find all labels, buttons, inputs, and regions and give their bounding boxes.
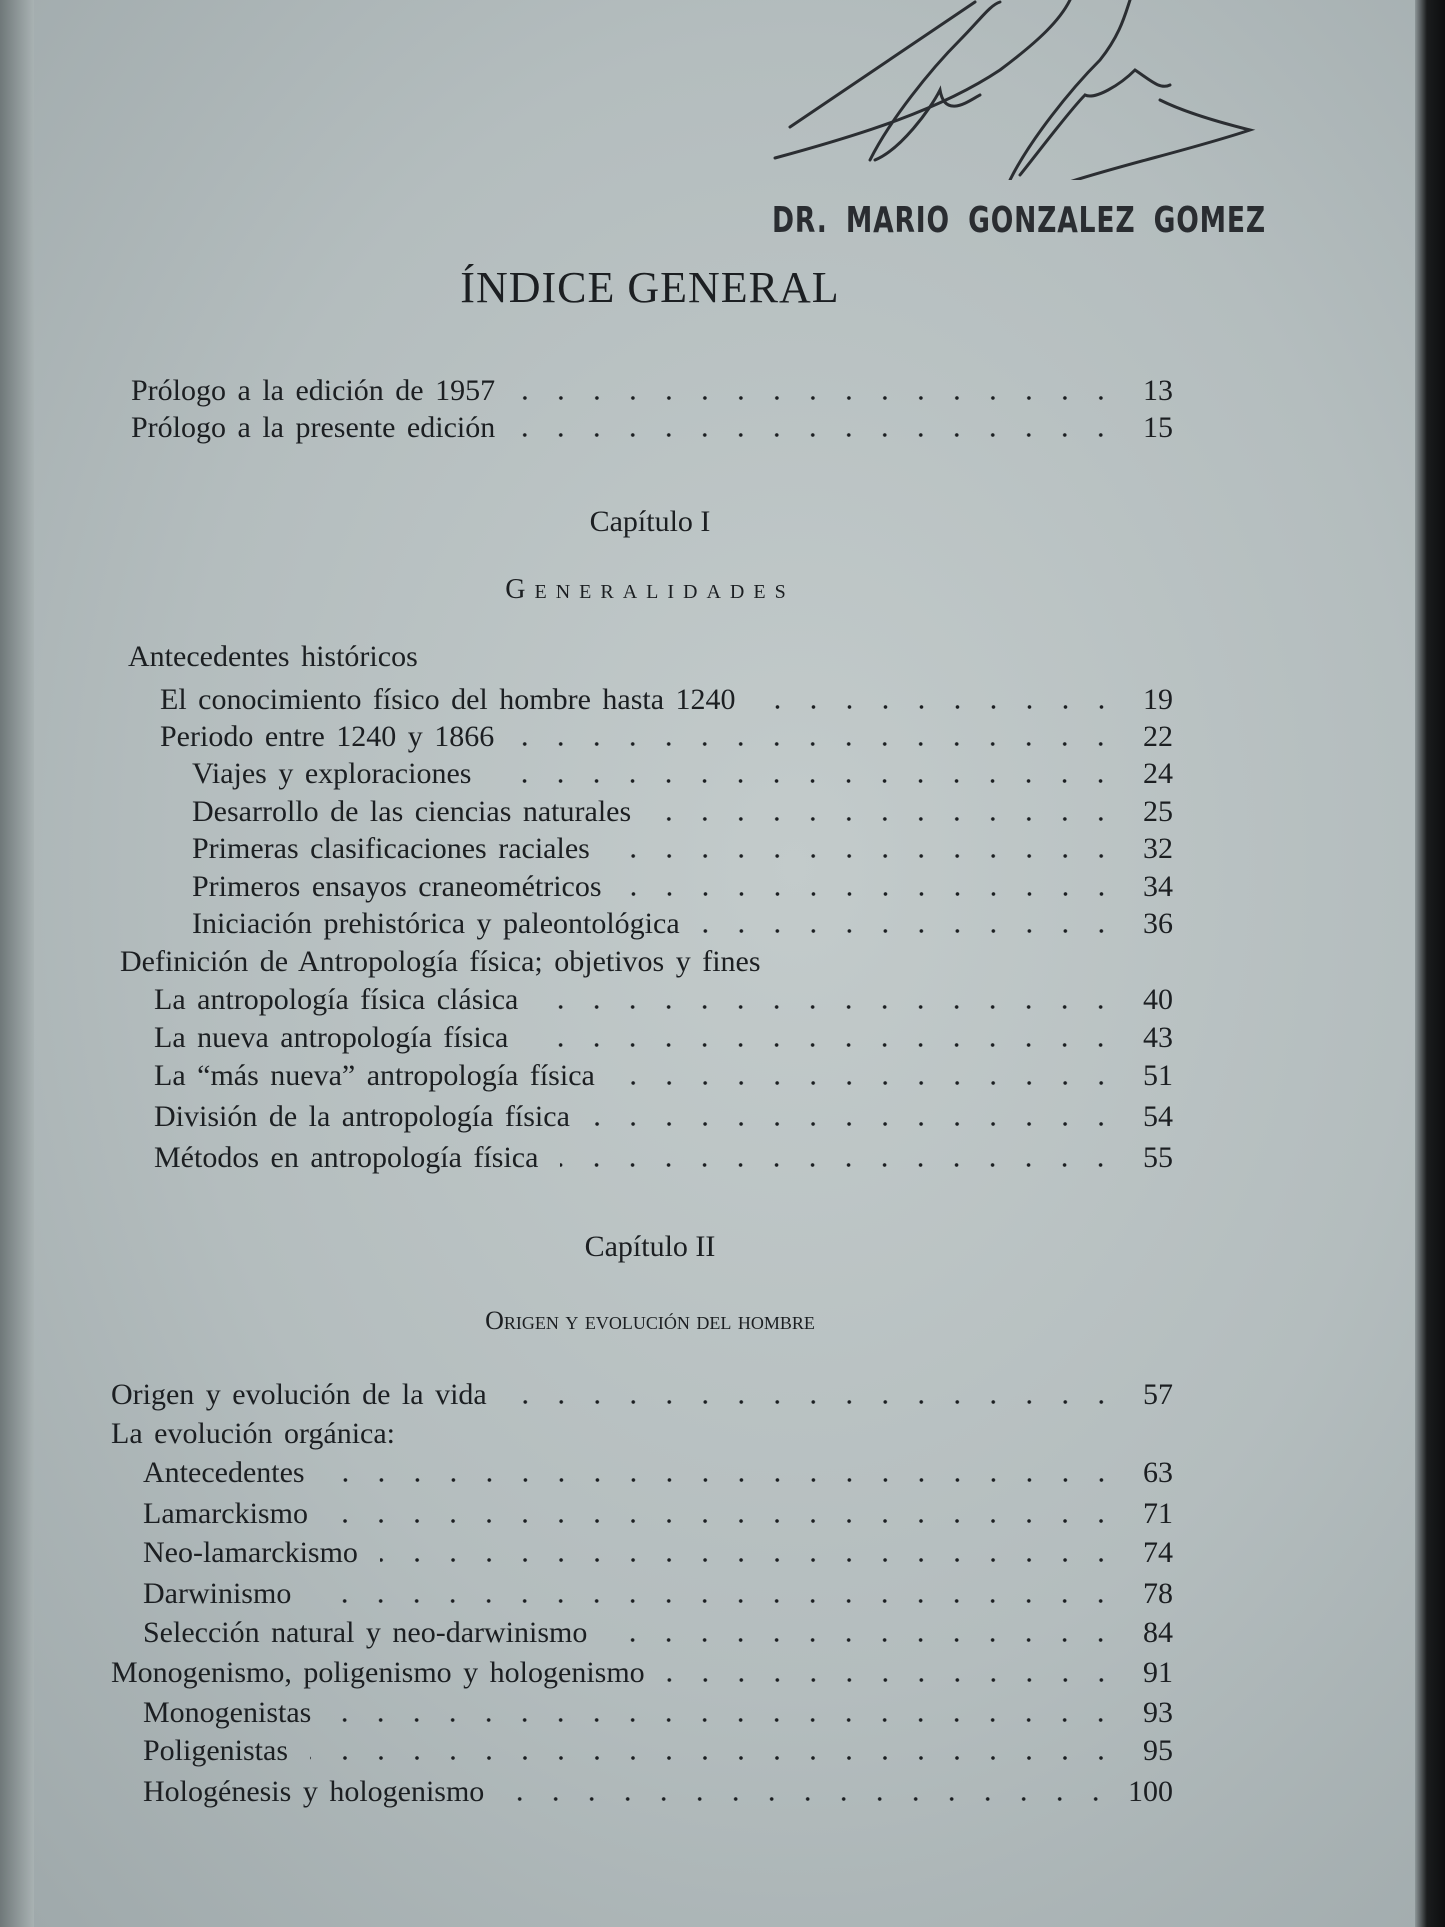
entry-title: La “más nueva” antropología física xyxy=(154,1059,595,1092)
entry-title: Selección natural y neo-darwinismo xyxy=(143,1616,588,1649)
toc-entry xyxy=(192,868,1173,906)
entry-page: 71 xyxy=(1143,1497,1173,1530)
entry-title: La nueva antropología física xyxy=(154,1021,509,1054)
toc-entry xyxy=(192,905,1173,943)
dot-leader xyxy=(517,396,1119,400)
dot-leader xyxy=(617,1081,1119,1085)
toc-entry xyxy=(154,1019,1173,1057)
dot-leader xyxy=(509,1400,1119,1404)
entry-page: 100 xyxy=(1128,1775,1173,1808)
entry-title: Monogenistas xyxy=(143,1696,312,1729)
entry-title: Viajes y exploraciones xyxy=(192,757,472,790)
chapter-title: Generalidades xyxy=(505,574,795,605)
dot-leader xyxy=(330,1519,1119,1523)
toc-entry xyxy=(143,1614,1173,1652)
dot-leader xyxy=(310,1756,1119,1760)
dot-leader xyxy=(506,1797,1114,1801)
toc-entry xyxy=(111,1415,1173,1453)
dot-leader xyxy=(517,433,1119,437)
entry-title: Darwinismo xyxy=(143,1577,292,1610)
entry-title: Iniciación prehistórica y paleontológica xyxy=(192,907,680,940)
dot-leader xyxy=(516,742,1119,746)
entry-page: 36 xyxy=(1143,907,1173,940)
toc-entry xyxy=(131,409,1173,447)
entry-page: 25 xyxy=(1143,795,1173,828)
chapter-label: Capítulo I xyxy=(589,505,711,538)
entry-page: 15 xyxy=(1143,411,1173,444)
dot-leader xyxy=(609,1638,1119,1642)
toc-entry xyxy=(154,1139,1173,1177)
entry-page: 84 xyxy=(1143,1616,1173,1649)
entry-page: 32 xyxy=(1143,832,1173,865)
entry-title: La evolución orgánica: xyxy=(111,1417,396,1450)
dot-leader xyxy=(493,779,1119,783)
owner-stamp: DR. MARIO GONZALEZ GOMEZ xyxy=(772,200,1266,241)
dot-leader xyxy=(560,1163,1119,1167)
entry-title: Lamarckismo xyxy=(143,1497,308,1530)
entry-page: 24 xyxy=(1143,757,1173,790)
toc-entry xyxy=(154,981,1173,1019)
entry-page: 95 xyxy=(1143,1734,1173,1767)
entry-page: 13 xyxy=(1143,374,1173,407)
entry-page: 34 xyxy=(1143,870,1173,903)
entry-title: Neo-lamarckismo xyxy=(143,1536,358,1569)
dot-leader xyxy=(624,892,1119,896)
entry-title: Origen y evolución de la vida xyxy=(111,1378,487,1411)
entry-title: Poligenistas xyxy=(143,1734,289,1767)
entry-title: División de la antropología física xyxy=(154,1100,570,1133)
entry-title: Antecedentes xyxy=(143,1456,305,1489)
toc-entry xyxy=(128,638,1173,676)
entry-page: 54 xyxy=(1143,1100,1173,1133)
dot-leader xyxy=(667,1678,1119,1682)
toc-entry xyxy=(143,1773,1173,1811)
toc-entry xyxy=(143,1694,1173,1732)
entry-title: Prólogo a la presente edición xyxy=(131,411,496,444)
toc-entry xyxy=(154,1057,1173,1095)
dot-leader xyxy=(758,705,1119,709)
page-title: ÍNDICE GENERAL xyxy=(460,263,840,312)
dot-leader xyxy=(592,1122,1119,1126)
entry-title: Antecedentes históricos xyxy=(128,640,418,673)
signature xyxy=(740,0,1360,180)
dot-leader xyxy=(327,1478,1119,1482)
entry-page: 51 xyxy=(1143,1059,1173,1092)
entry-page: 40 xyxy=(1143,983,1173,1016)
dot-leader xyxy=(313,1599,1119,1603)
entry-title: El conocimiento físico del hombre hasta 1240 xyxy=(160,683,736,716)
dot-leader xyxy=(612,854,1119,858)
chapter-title: Origen y evolución del hombre xyxy=(485,1306,815,1335)
dot-leader xyxy=(530,1043,1119,1047)
entry-title: Hologénesis y hologenismo xyxy=(143,1775,485,1808)
entry-title: Desarrollo de las ciencias naturales xyxy=(192,795,632,828)
entry-title: La antropología física clásica xyxy=(154,983,519,1016)
entry-page: 91 xyxy=(1143,1656,1173,1689)
toc-entry xyxy=(111,1376,1173,1414)
dot-leader xyxy=(380,1558,1119,1562)
dot-leader xyxy=(702,929,1119,933)
entry-page: 57 xyxy=(1143,1378,1173,1411)
toc-entry xyxy=(111,1654,1173,1692)
entry-title: Métodos en antropología física xyxy=(154,1141,539,1174)
toc-entry xyxy=(143,1454,1173,1492)
toc-entry xyxy=(143,1732,1173,1770)
toc-entry xyxy=(160,681,1173,719)
toc-entry xyxy=(143,1495,1173,1533)
entry-page: 19 xyxy=(1143,683,1173,716)
entry-page: 55 xyxy=(1143,1141,1173,1174)
entry-title: Periodo entre 1240 y 1866 xyxy=(160,720,495,753)
dot-leader xyxy=(333,1718,1119,1722)
toc-entry xyxy=(192,830,1173,868)
toc-entry xyxy=(143,1534,1173,1572)
toc-entry xyxy=(160,718,1173,756)
toc-entry xyxy=(143,1575,1173,1613)
toc-entry xyxy=(154,1098,1173,1136)
dot-leader xyxy=(653,817,1119,821)
toc-entry xyxy=(192,755,1173,793)
entry-page: 78 xyxy=(1143,1577,1173,1610)
chapter-label: Capítulo II xyxy=(584,1230,716,1263)
entry-page: 63 xyxy=(1143,1456,1173,1489)
toc-entry xyxy=(131,372,1173,410)
entry-title: Definición de Antropología física; objetivos y fines xyxy=(120,945,761,978)
entry-title: Monogenismo, poligenismo y hologenismo xyxy=(111,1656,645,1689)
dot-leader xyxy=(540,1005,1119,1009)
entry-page: 93 xyxy=(1143,1696,1173,1729)
entry-page: 74 xyxy=(1143,1536,1173,1569)
entry-page: 22 xyxy=(1143,720,1173,753)
toc-entry xyxy=(192,793,1173,831)
page-edge xyxy=(1415,0,1445,1927)
entry-page: 43 xyxy=(1143,1021,1173,1054)
entry-title: Primeras clasificaciones raciales xyxy=(192,832,590,865)
entry-title: Prólogo a la edición de 1957 xyxy=(131,374,496,407)
toc-entry xyxy=(120,943,1173,981)
entry-title: Primeros ensayos craneométricos xyxy=(192,870,602,903)
